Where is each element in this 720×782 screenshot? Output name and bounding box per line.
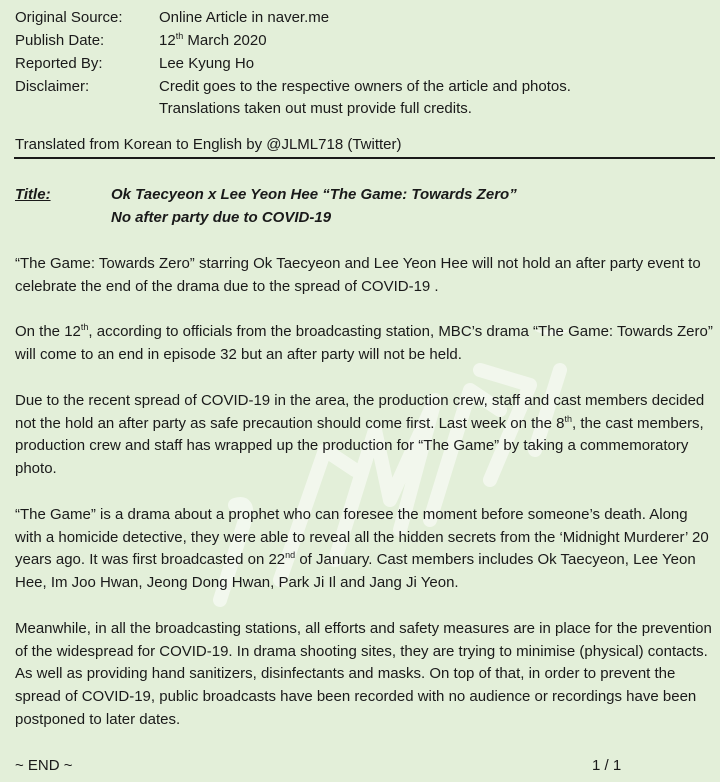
disclaimer-line-1: Credit goes to the respective owners of the article and photos. — [159, 78, 571, 95]
page-number: 1 / 1 — [592, 757, 622, 774]
divider — [14, 157, 715, 159]
date-day: 12 — [159, 32, 176, 49]
reporter-value: Lee Kyung Ho — [159, 55, 255, 72]
meta-date-row — [15, 31, 715, 51]
source-value: Online Article in naver.me — [159, 9, 330, 26]
meta-disclaimer-row — [15, 77, 715, 97]
meta-reporter-row — [15, 54, 715, 74]
paragraph-4 — [15, 504, 715, 595]
paragraph-4-start: “The Game” is a drama about a prophet who can foresee the moment before someone’s death. Along with a homicide detective, they were able to reveal all the hidden secrets from the ‘Midnight Murderer’ 20 years ago. It was first broadcasted on 22 — [15, 506, 709, 569]
title-line-2: No after party due to COVID-19 — [111, 209, 332, 226]
date-label: Publish Date: — [15, 32, 105, 49]
date-rest: March 2020 — [183, 32, 267, 49]
paragraph-2-start: On the 12 — [15, 323, 81, 340]
paragraph-1: “The Game: Towards Zero” starring Ok Taecyeon and Lee Yeon Hee will not hold an after party event to celebrate the end of the drama due to the spread of COVID-19 . — [15, 255, 701, 295]
paragraph-2-end: , according to officials from the broadcasting station, MBC’s drama “The Game: Towards Zero” will come to an end in episode 32 but an after party will not be held. — [15, 323, 713, 363]
paragraph-5: Meanwhile, in all the broadcasting stations, all efforts and safety measures are in place for the prevention of the widespread for COVID-19. In drama shooting sites, they are trying to minimise (physical) contacts. As well as providing hand sanitizers, disinfectants and masks. On top of that, in order to prevent the spread of COVID-19, public broadcasts have been recorded with no audience or recordings have been postponed to later dates. — [15, 620, 712, 728]
reporter-label: Reported By: — [15, 55, 103, 72]
date-suffix: th — [175, 31, 184, 41]
meta-source-row — [15, 8, 715, 28]
paragraph-3 — [15, 390, 715, 481]
title-label: Title: — [15, 186, 51, 203]
title-line-1: Ok Taecyeon x Lee Yeon Hee “The Game: Towards Zero” — [111, 186, 517, 203]
paragraph-2-sup: th — [80, 322, 89, 332]
source-label: Original Source: — [15, 9, 123, 26]
paragraph-4-sup: nd — [285, 550, 296, 561]
meta-disclaimer-row-2 — [15, 99, 715, 119]
paragraph-4-end: of January. Cast members includes Ok Taecyeon, Lee Yeon Hee, Im Joo Hwan, Jeong Dong Hwan, Park Ji Il and Jang Ji Yeon. — [15, 551, 696, 592]
date-value — [159, 31, 267, 51]
end-marker: ~ END ~ — [15, 757, 73, 774]
disclaimer-line-2: Translations taken out must provide full credits. — [159, 100, 472, 117]
translation-credit: Translated from Korean to English by @JLML718 (Twitter) — [15, 136, 402, 153]
paragraph-3-sup: th — [564, 413, 573, 424]
paragraph-2 — [15, 321, 715, 366]
paragraph-3-start: Due to the recent spread of COVID-19 in the area, the production crew, staff and cast members decided not the hold an after party as safe precaution should come first. Last week on the 8 — [15, 392, 705, 432]
paragraph-3-end: , the cast members, production crew and staff has wrapped up the production for “The Game” by taking a commemoratory photo. — [15, 414, 704, 478]
disclaimer-label: Disclaimer: — [15, 78, 90, 95]
